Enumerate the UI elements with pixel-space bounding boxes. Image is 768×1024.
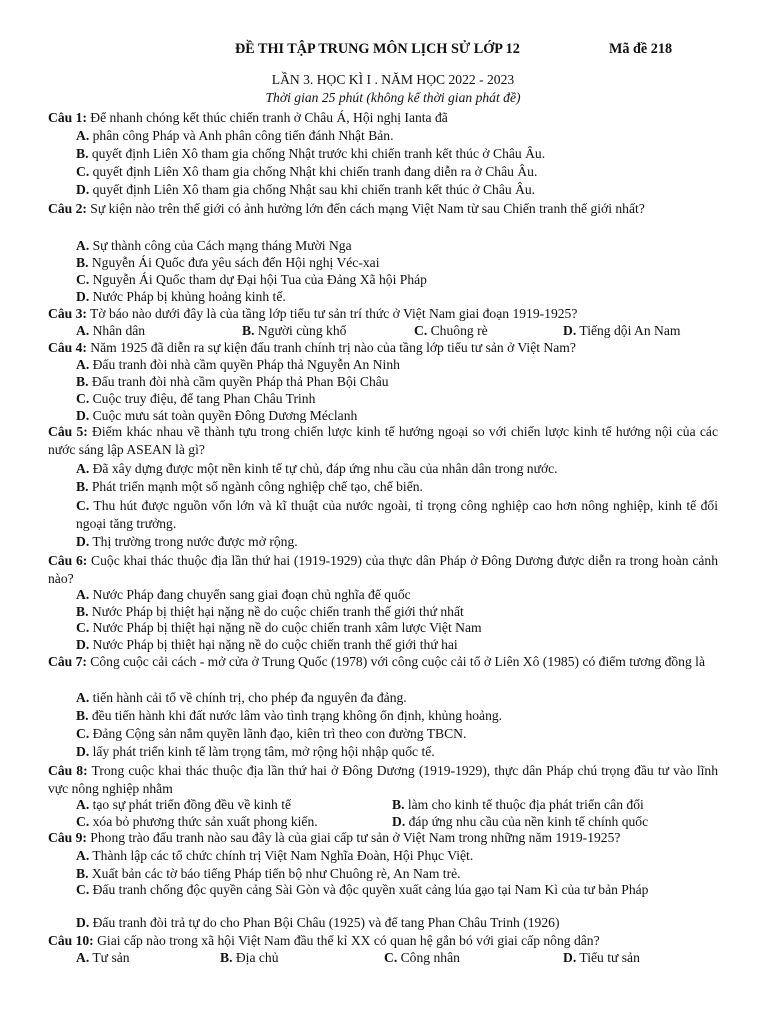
question-text: Phong trào đấu tranh nào sau đây là của giai cấp tư sản ở Việt Nam trong những năm 1919-1925?	[86, 830, 621, 845]
option-key: D.	[563, 323, 577, 338]
option-text: đáp ứng nhu cầu của nền kinh tế chính quốc	[405, 814, 649, 829]
option-text: đều tiến hành khi đất nước lâm vào tình trạng không ổn định, khủng hoảng.	[88, 708, 503, 723]
option-6c	[76, 619, 482, 637]
option-text: Nước Pháp bị thiệt hại nặng nề do cuộc chiến tranh xâm lược Việt Nam	[89, 620, 482, 635]
option-7c	[76, 725, 466, 743]
option-2d	[76, 288, 286, 306]
option-text: Nước Pháp đang chuyển sang giai đoạn chủ nghĩa đế quốc	[89, 587, 411, 602]
option-3a	[76, 322, 145, 340]
exam-title: ĐỀ THI TẬP TRUNG MÔN LỊCH SỬ LỚP 12	[235, 41, 520, 57]
question-number: Câu 2:	[48, 201, 87, 216]
option-text: Sự thành công của Cách mạng tháng Mười Nga	[89, 238, 352, 253]
option-key: C.	[76, 726, 90, 741]
option-1b	[76, 145, 545, 163]
option-key: C.	[76, 498, 90, 513]
question-number: Câu 8:	[48, 763, 88, 778]
question-text: Trong cuộc khai thác thuộc địa lần thứ hai ở Đông Dương (1919-1929), thực dân Pháp chú trọng đầu tư vào lĩnh vực nông nghiệp nhằm	[48, 763, 718, 796]
option-text: Thành lập các tổ chức chính trị Việt Nam Nghĩa Đoàn, Hội Phục Việt.	[89, 848, 474, 863]
option-key: B.	[392, 797, 405, 812]
question-number: Câu 9:	[48, 830, 87, 845]
option-text: Cuộc mưu sát toàn quyền Đông Dương Méclanh	[89, 408, 358, 423]
option-key: B.	[242, 323, 255, 338]
question-number: Câu 4:	[48, 340, 87, 355]
option-key: B.	[76, 866, 89, 881]
question-text: Điểm khác nhau về thành tựu trong chiến lược kinh tế hướng ngoại so với chiến lược kinh tế hướng nội của các nước sáng lập ASEAN là gì?	[48, 424, 718, 457]
option-4a	[76, 356, 400, 374]
question-6	[48, 552, 718, 588]
option-key: C.	[414, 323, 428, 338]
option-text: Người cùng khổ	[254, 323, 347, 338]
option-text: Đấu tranh đòi nhà cầm quyền Pháp thả Phan Bội Châu	[88, 374, 389, 389]
question-text: Cuộc khai thác thuộc địa lần thứ hai (1919-1929) của thực dân Pháp ở Đông Dương được diễn ra trong hoàn cảnh nào?	[48, 553, 718, 586]
option-key: D.	[76, 744, 90, 759]
option-text: tiến hành cải tổ về chính trị, cho phép đa nguyên đa đảng.	[89, 690, 407, 705]
option-3c	[414, 322, 488, 340]
exam-subtitle: LẦN 3. HỌC KÌ I . NĂM HỌC 2022 - 2023	[271, 72, 515, 87]
option-1c	[76, 163, 537, 181]
option-text: Nước Pháp bị thiệt hại nặng nề do cuộc chiến tranh thế giới thứ hai	[89, 637, 458, 652]
option-text: Đã xây dựng được một nền kinh tế tự chủ, đáp ứng nhu cầu của nhân dân trong nước.	[89, 461, 558, 476]
question-number: Câu 7:	[48, 654, 87, 669]
option-key: A.	[76, 238, 90, 253]
option-key: D.	[76, 408, 90, 423]
option-key: C.	[76, 272, 90, 287]
question-text: Tờ báo nào dưới đây là của tầng lớp tiểu tư sản trí thức ở Việt Nam giai đoạn 1919-1925?	[86, 306, 578, 321]
option-3b	[242, 322, 346, 340]
option-text: Đấu tranh đòi nhà cầm quyền Pháp thả Nguyễn An Ninh	[89, 357, 400, 372]
question-4	[48, 339, 718, 357]
question-3	[48, 305, 718, 323]
option-key: C.	[76, 882, 90, 897]
option-text: Nước Pháp bị khủng hoảng kinh tế.	[89, 289, 286, 304]
option-7d	[76, 743, 435, 761]
option-2a	[76, 237, 352, 255]
option-text: quyết định Liên Xô tham gia chống Nhật trước khi chiến tranh kết thúc ở Châu Âu.	[88, 146, 546, 161]
question-10	[48, 932, 718, 950]
exam-code: Mã đề 218	[609, 41, 673, 57]
option-key: D.	[392, 814, 406, 829]
option-key: A.	[76, 690, 90, 705]
option-text: lấy phát triển kinh tế làm trọng tâm, mở rộng hội nhập quốc tế.	[89, 744, 435, 759]
option-10b	[220, 949, 279, 967]
option-text: Đảng Cộng sản nắm quyền lãnh đạo, kiên trì theo con đường TBCN.	[89, 726, 467, 741]
option-key: A.	[76, 587, 90, 602]
question-text: Công cuộc cải cách - mở cửa ở Trung Quốc (1978) với công cuộc cải tổ ở Liên Xô (1985) có điểm tương đồng là	[86, 654, 705, 669]
option-4c	[76, 390, 315, 408]
option-key: D.	[76, 182, 90, 197]
question-text: Giai cấp nào trong xã hội Việt Nam đầu thế kỉ XX có quan hệ gắn bó với giai cấp nông dân?	[93, 933, 600, 948]
question-number: Câu 1:	[48, 110, 87, 125]
option-key: B.	[76, 255, 89, 270]
option-8b	[392, 796, 644, 814]
option-text: Đấu tranh đòi trả tự do cho Phan Bội Châu (1925) và để tang Phan Châu Trinh (1926)	[89, 915, 560, 930]
question-number: Câu 10:	[48, 933, 94, 948]
option-key: B.	[76, 479, 89, 494]
option-text: Phát triển mạnh một số ngành công nghiệp chế tạo, chế biến.	[88, 479, 423, 494]
option-key: D.	[563, 950, 577, 965]
question-text: Để nhanh chóng kết thúc chiến tranh ở Châu Á, Hội nghị Ianta đã	[86, 110, 448, 125]
option-text: quyết định Liên Xô tham gia chống Nhật sau khi chiến tranh kết thúc ở Châu Âu.	[89, 182, 536, 197]
option-5a	[76, 460, 558, 478]
option-1d	[76, 181, 535, 199]
option-3d	[563, 322, 680, 340]
option-text: quyết định Liên Xô tham gia chống Nhật khi chiến tranh đang diễn ra ở Châu Âu.	[89, 164, 538, 179]
option-10d	[563, 949, 640, 967]
option-text: Chuông rè	[427, 323, 488, 338]
option-9a	[76, 847, 473, 865]
option-key: A.	[76, 323, 90, 338]
option-key: C.	[76, 391, 90, 406]
option-key: B.	[76, 604, 89, 619]
question-1	[48, 109, 718, 127]
option-key: A.	[76, 950, 90, 965]
option-key: B.	[76, 374, 89, 389]
option-key: D.	[76, 915, 90, 930]
option-7a	[76, 689, 407, 707]
option-text: tạo sự phát triển đồng đều về kinh tế	[89, 797, 292, 812]
option-key: B.	[220, 950, 233, 965]
option-2b	[76, 254, 379, 272]
option-1a	[76, 127, 394, 145]
option-key: A.	[76, 128, 90, 143]
option-text: Nguyễn Ái Quốc đưa yêu sách đến Hội nghị Véc-xai	[88, 255, 380, 270]
option-6d	[76, 636, 458, 654]
option-key: C.	[384, 950, 398, 965]
question-8	[48, 762, 718, 798]
option-key: D.	[76, 534, 90, 549]
option-key: A.	[76, 797, 90, 812]
option-text: Tiếng dội An Nam	[576, 323, 681, 338]
option-text: Tư sản	[89, 950, 130, 965]
option-6a	[76, 586, 411, 604]
option-key: D.	[76, 289, 90, 304]
option-text: Thu hút được nguồn vốn lớn và kĩ thuật của nước ngoài, tỉ trọng công nghiệp cao hơn nông nghiệp, kinh tế đối ngoại tăng trưởng.	[76, 498, 718, 531]
option-10c	[384, 949, 460, 967]
option-text: Công nhân	[397, 950, 460, 965]
option-key: A.	[76, 357, 90, 372]
option-text: Cuộc truy điệu, để tang Phan Châu Trinh	[89, 391, 316, 406]
option-4b	[76, 373, 389, 391]
option-text: Tiểu tư sản	[576, 950, 640, 965]
option-key: B.	[76, 146, 89, 161]
option-5c	[76, 497, 718, 533]
option-text: Thị trường trong nước được mở rộng.	[89, 534, 298, 549]
option-key: C.	[76, 814, 90, 829]
option-text: Địa chủ	[232, 950, 279, 965]
option-text: Xuất bản các tờ báo tiếng Pháp tiến bộ như Chuông rè, An Nam trẻ.	[88, 866, 461, 881]
option-text: phân công Pháp và Anh phân công tiến đánh Nhật Bản.	[89, 128, 394, 143]
question-5	[48, 423, 718, 459]
option-text: Nhân dân	[89, 323, 146, 338]
question-7	[48, 653, 718, 671]
option-key: A.	[76, 848, 90, 863]
option-9d	[76, 914, 559, 932]
option-key: A.	[76, 461, 90, 476]
option-text: Đấu tranh chống độc quyền cảng Sài Gòn và độc quyền xuất cảng lúa gạo tại Nam Kì của tư bản Pháp	[89, 882, 649, 897]
option-key: C.	[76, 620, 90, 635]
question-2	[48, 200, 718, 218]
option-7b	[76, 707, 502, 725]
option-text: làm cho kinh tế thuộc địa phát triển cân đối	[404, 797, 644, 812]
option-text: xóa bỏ phương thức sản xuất phong kiến.	[89, 814, 318, 829]
option-8a	[76, 796, 291, 814]
question-number: Câu 3:	[48, 306, 87, 321]
option-text: Nguyễn Ái Quốc tham dự Đại hội Tua của Đảng Xã hội Pháp	[89, 272, 427, 287]
option-text: Nước Pháp bị thiệt hại nặng nề do cuộc chiến tranh thế giới thứ nhất	[88, 604, 464, 619]
exam-time: Thời gian 25 phút (không kể thời gian phát đề)	[265, 90, 521, 105]
option-9c	[48, 881, 718, 899]
question-9	[48, 829, 718, 847]
question-text: Sự kiện nào trên thế giới có ảnh hưởng lớn đến cách mạng Việt Nam từ sau Chiến tranh thế giới nhất?	[86, 201, 645, 216]
option-key: D.	[76, 637, 90, 652]
option-5d	[76, 533, 298, 551]
option-key: B.	[76, 708, 89, 723]
question-number: Câu 6:	[48, 553, 88, 568]
option-5b	[76, 478, 423, 496]
question-text: Năm 1925 đã diễn ra sự kiện đấu tranh chính trị nào của tầng lớp tiểu tư sản ở Việt Nam?	[86, 340, 576, 355]
option-2c	[76, 271, 427, 289]
question-number: Câu 5:	[48, 424, 88, 439]
option-10a	[76, 949, 130, 967]
option-key: C.	[76, 164, 90, 179]
